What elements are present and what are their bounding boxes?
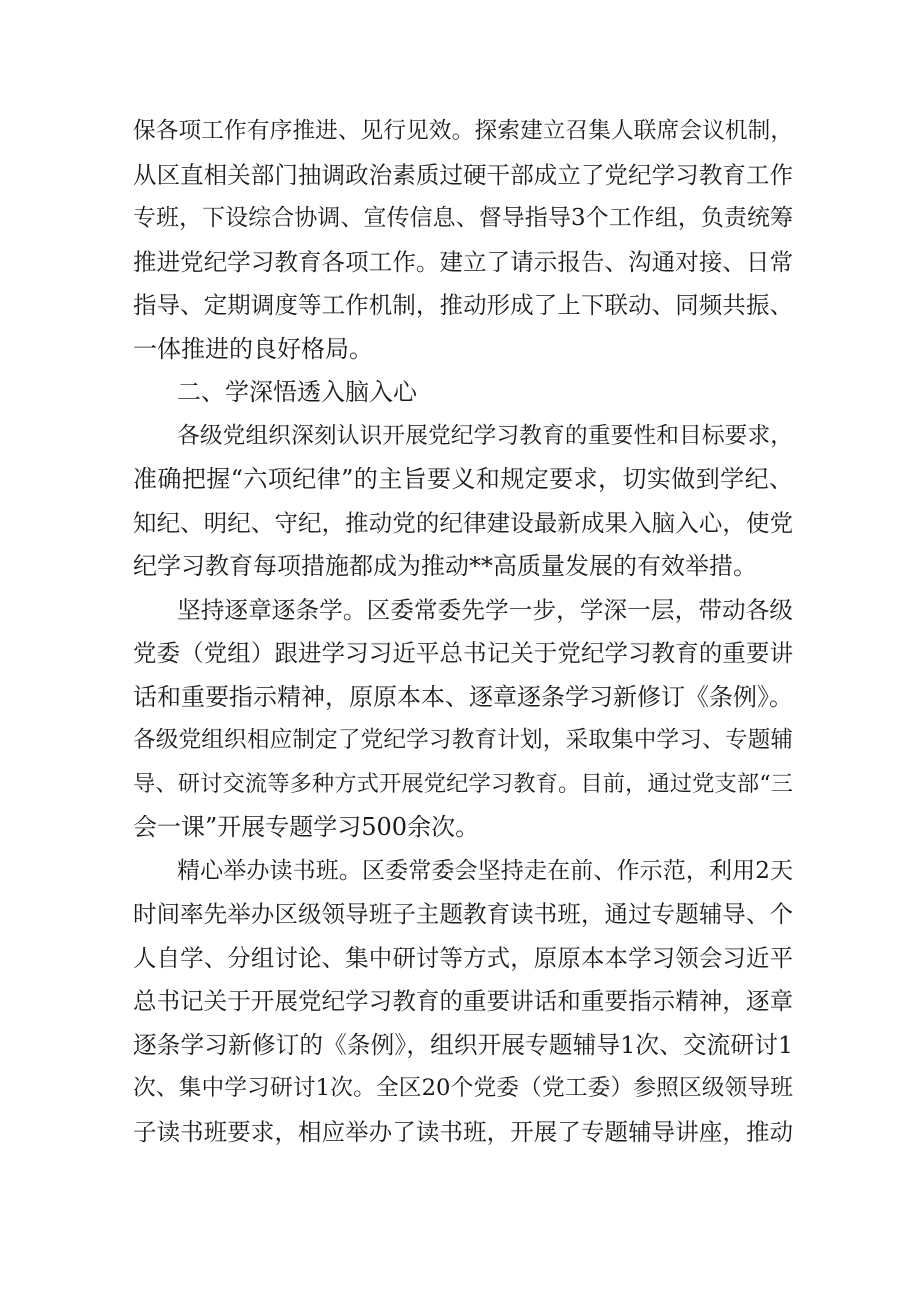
text-line: 导、研讨交流等多种方式开展党纪学习教育。目前，通过党支部“三 xyxy=(133,770,793,797)
text-line: 专班，下设综合协调、宣传信息、督导指导3个工作组，负责统筹 xyxy=(133,205,793,231)
text-line: 各级党组织相应制定了党纪学习教育计划，采取集中学习、专题辅 xyxy=(133,727,793,753)
paragraph-last-line: 纪学习教育每项措施都成为推动**高质量发展的有效举措。 xyxy=(133,552,757,580)
text-line: 推进党纪学习教育各项工作。建立了请示报告、沟通对接、日常 xyxy=(133,247,793,276)
text-line: 总书记关于开展党纪学习教育的重要讲话和重要指示精神，逐章 xyxy=(133,987,793,1015)
text-line: 从区直相关部门抽调政治素质过硬干部成立了党纪学习教育工作 xyxy=(133,160,793,189)
text-line: 时间率先举办区级领导班子主题教育读书班，通过专题辅导、个 xyxy=(133,900,793,928)
paragraph-last-line: 一体推进的良好格局。 xyxy=(133,334,373,363)
text-line: 子读书班要求，相应举办了读书班，开展了专题辅导讲座，推动 xyxy=(133,1117,793,1146)
paragraph-last-line: 会一课”开展专题学习500余次。 xyxy=(133,813,480,841)
section-heading: 二、学深悟透入脑入心 xyxy=(177,378,417,406)
text-line: 次、集中学习研讨1次。全区20个党委（党工委）参照区级领导班 xyxy=(133,1075,793,1101)
text-line: 逐条学习新修订的《条例》，组织开展专题辅导1次、交流研讨1 xyxy=(133,1030,793,1059)
text-line: 话和重要指示精神，原原本本、逐章逐条学习新修订《条例》。 xyxy=(133,682,793,711)
text-line: 人自学、分组讨论、集中研讨等方式，原原本本学习领会习近平 xyxy=(133,943,793,972)
paragraph-first-line: 精心举办读书班。区委常委会坚持走在前、作示范，利用2天 xyxy=(177,857,793,884)
paragraph-first-line: 各级党组织深刻认识开展党纪学习教育的重要性和目标要求， xyxy=(177,422,793,449)
text-line: 党委（党组）跟进学习习近平总书记关于党纪学习教育的重要讲 xyxy=(133,639,793,667)
text-line: 指导、定期调度等工作机制，推动形成了上下联动、同频共振、 xyxy=(133,291,793,319)
document-body xyxy=(133,110,793,1154)
text-line: 保各项工作有序推进、见行见效。探索建立召集人联席会议机制， xyxy=(133,118,793,144)
text-line: 知纪、明纪、守纪，推动党的纪律建设最新成果入脑入心，使党 xyxy=(133,508,793,537)
text-line: 准确把握“六项纪律”的主旨要义和规定要求，切实做到学纪、 xyxy=(133,465,793,493)
paragraph-first-line: 坚持逐章逐条学。区委常委先学一步，学深一层，带动各级 xyxy=(177,595,793,624)
